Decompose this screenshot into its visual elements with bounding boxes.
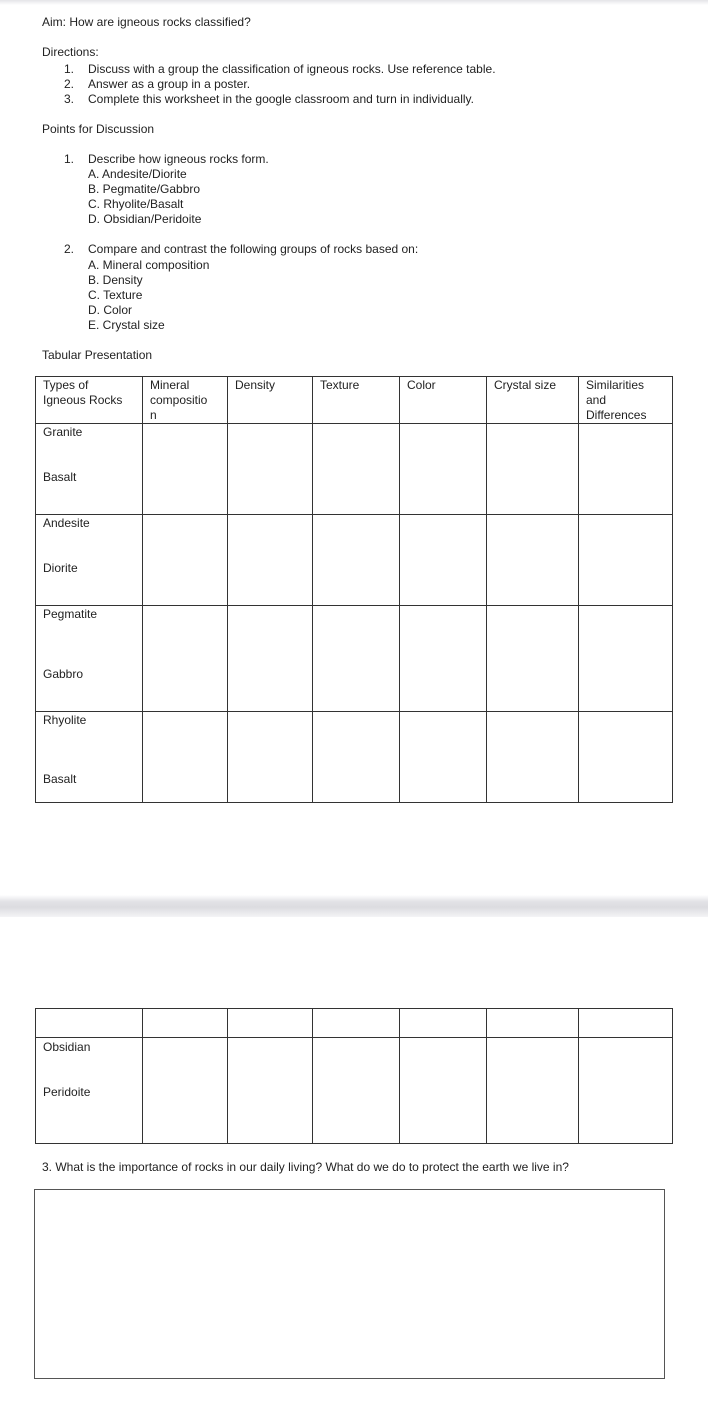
answer-cell[interactable]: [487, 1038, 579, 1144]
question-1-text: Describe how igneous rocks form.: [88, 152, 269, 166]
answer-cell[interactable]: [143, 606, 228, 712]
question-2-option: E. Crystal size: [88, 318, 165, 332]
aim-heading: Aim: How are igneous rocks classified?: [42, 15, 251, 29]
classification-table: [35, 376, 673, 803]
table-row: [36, 515, 673, 606]
answer-cell[interactable]: [228, 424, 313, 515]
answer-cell[interactable]: [487, 515, 579, 606]
rock-name: Gabbro: [43, 667, 84, 681]
rock-name: Andesite: [43, 516, 90, 530]
header-cell: Types of Igneous Rocks: [36, 377, 143, 424]
answer-cell[interactable]: [579, 424, 673, 515]
table-cell: [579, 1009, 673, 1038]
rock-name: Diorite: [43, 561, 78, 575]
rock-name-cell: [36, 712, 143, 803]
answer-cell[interactable]: [487, 606, 579, 712]
answer-cell[interactable]: [400, 424, 487, 515]
direction-number: 1.: [63, 62, 74, 76]
answer-cell[interactable]: [400, 606, 487, 712]
question-1-option: C. Rhyolite/Basalt: [88, 197, 184, 211]
answer-cell[interactable]: [487, 712, 579, 803]
question-2-option: D. Color: [88, 303, 133, 317]
header-cell: Similarities and Differences: [579, 377, 673, 424]
table-heading: Tabular Presentation: [42, 348, 153, 362]
answer-cell[interactable]: [313, 1038, 400, 1144]
rock-name: Peridoite: [43, 1085, 91, 1099]
answer-cell[interactable]: [228, 515, 313, 606]
directions-heading: Directions:: [42, 45, 99, 59]
header-cell: Mineral compositio n: [143, 377, 228, 424]
answer-cell[interactable]: [228, 1038, 313, 1144]
answer-cell[interactable]: [579, 606, 673, 712]
table-cell: [143, 1009, 228, 1038]
answer-cell[interactable]: [400, 712, 487, 803]
rock-name-cell: [36, 1038, 143, 1144]
question-1-option: D. Obsidian/Peridoite: [88, 212, 202, 226]
table-row: [36, 424, 673, 515]
answer-cell[interactable]: [228, 606, 313, 712]
rock-name-cell: [36, 515, 143, 606]
answer-box[interactable]: [34, 1189, 665, 1379]
answer-cell[interactable]: [143, 515, 228, 606]
answer-cell[interactable]: [400, 515, 487, 606]
question-1-option: B. Pegmatite/Gabbro: [88, 182, 201, 196]
answer-cell[interactable]: [143, 712, 228, 803]
answer-cell[interactable]: [400, 1038, 487, 1144]
question-1-option: A. Andesite/Diorite: [88, 167, 187, 181]
answer-cell[interactable]: [143, 1038, 228, 1144]
empty-header-row: [36, 1009, 673, 1038]
direction-item: Discuss with a group the classification of igneous rocks. Use reference table.: [88, 62, 496, 76]
answer-cell[interactable]: [228, 712, 313, 803]
table-row: [36, 606, 673, 712]
table-cell: [228, 1009, 313, 1038]
answer-cell[interactable]: [313, 515, 400, 606]
question-2-option: A. Mineral composition: [88, 258, 210, 272]
discussion-heading: Points for Discussion: [42, 122, 155, 136]
direction-number: 2.: [63, 77, 74, 91]
table-cell: [400, 1009, 487, 1038]
question-2-option: C. Texture: [88, 288, 143, 302]
answer-cell[interactable]: [313, 424, 400, 515]
header-row: [36, 377, 673, 424]
table-cell: [313, 1009, 400, 1038]
rock-name: Pegmatite: [43, 607, 98, 621]
page-break: [0, 895, 708, 917]
question-2-option: B. Density: [88, 273, 143, 287]
answer-cell[interactable]: [487, 424, 579, 515]
answer-cell[interactable]: [579, 515, 673, 606]
question-3-text: 3. What is the importance of rocks in our daily living? What do we do to protect the earth we live in?: [42, 1160, 569, 1174]
rock-name-cell: [36, 424, 143, 515]
question-2-text: Compare and contrast the following groups of rocks based on:: [88, 242, 419, 256]
rock-name: Granite: [43, 425, 83, 439]
rock-name: Obsidian: [43, 1040, 91, 1054]
header-cell: Texture: [313, 377, 400, 424]
answer-cell[interactable]: [579, 712, 673, 803]
rock-name: Rhyolite: [43, 713, 87, 727]
table-row: [36, 712, 673, 803]
header-cell: Crystal size: [487, 377, 579, 424]
table-cell: [36, 1009, 143, 1038]
classification-table-continued: [35, 1008, 673, 1144]
direction-number: 3.: [63, 92, 74, 106]
rock-name: Basalt: [43, 470, 77, 484]
answer-cell[interactable]: [143, 424, 228, 515]
answer-cell[interactable]: [313, 712, 400, 803]
direction-item: Complete this worksheet in the google classroom and turn in individually.: [88, 92, 474, 106]
question-number: 2.: [63, 242, 74, 256]
header-cell: Density: [228, 377, 313, 424]
table-row: [36, 1038, 673, 1144]
answer-cell[interactable]: [579, 1038, 673, 1144]
question-number: 1.: [63, 152, 74, 166]
page-top-shadow: [0, 0, 708, 5]
answer-cell[interactable]: [313, 606, 400, 712]
rock-name: Basalt: [43, 772, 77, 786]
table-cell: [487, 1009, 579, 1038]
direction-item: Answer as a group in a poster.: [88, 77, 251, 91]
header-cell: Color: [400, 377, 487, 424]
rock-name-cell: [36, 606, 143, 712]
